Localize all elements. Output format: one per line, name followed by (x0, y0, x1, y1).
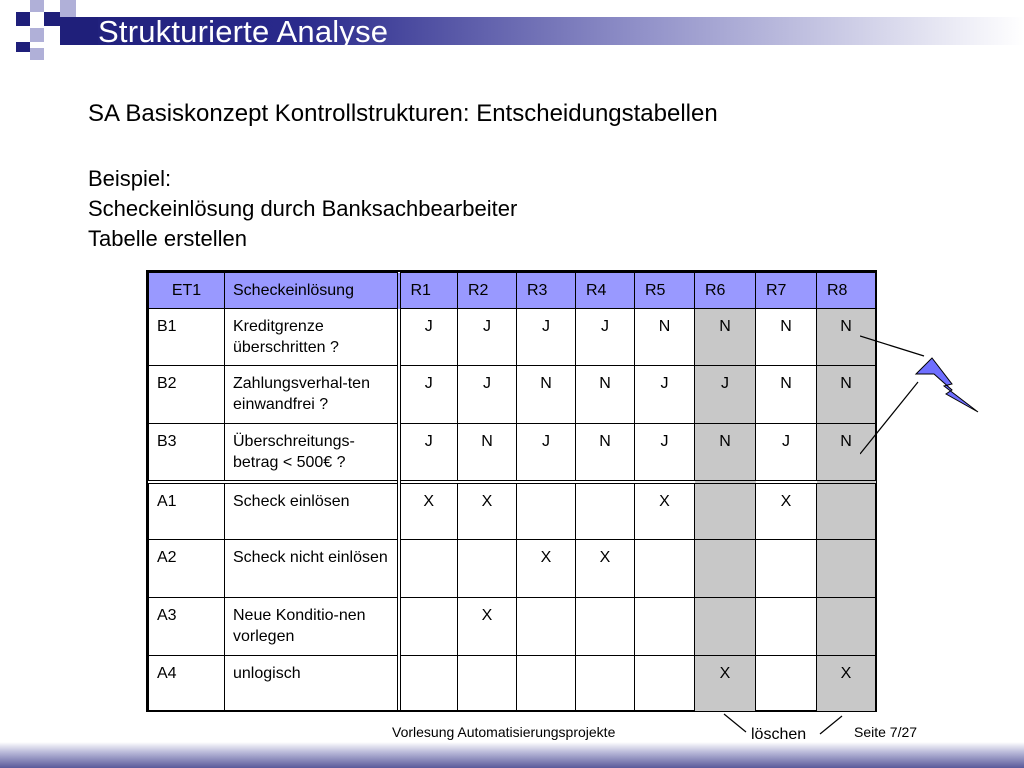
rule-cell (517, 482, 576, 540)
slide-title: Strukturierte Analyse (98, 14, 389, 49)
decor-square (16, 42, 30, 52)
rule-cell: J (517, 424, 576, 482)
header-cell: R4 (576, 273, 635, 309)
rule-cell (458, 656, 517, 712)
rule-cell: N (458, 424, 517, 482)
rule-cell (576, 482, 635, 540)
header-cell: R8 (817, 273, 876, 309)
rule-cell: N (576, 424, 635, 482)
table-header-row (149, 273, 876, 309)
decision-table (146, 270, 877, 712)
row-id: A4 (149, 656, 225, 712)
row-id: B1 (149, 309, 225, 366)
table-row (149, 482, 876, 540)
table-row (149, 598, 876, 656)
row-text: Überschreitungs-betrag < 500€ ? (225, 424, 399, 482)
delete-label: löschen (751, 726, 807, 743)
slide-heading: SA Basiskonzept Kontrollstrukturen: Entscheidungstabellen (88, 100, 718, 127)
footer-page-number: Seite 7/27 (854, 724, 918, 740)
rule-cell: N (576, 366, 635, 424)
rule-cell (458, 540, 517, 598)
rule-cell (756, 540, 817, 598)
rule-cell (635, 656, 695, 712)
table-row (149, 656, 876, 712)
row-text: Scheck einlösen (225, 482, 399, 540)
rule-cell (517, 598, 576, 656)
rule-cell: N (695, 424, 756, 482)
header-cell: R5 (635, 273, 695, 309)
rule-cell: N (517, 366, 576, 424)
rule-cell: N (817, 309, 876, 366)
rule-cell: X (695, 656, 756, 712)
rule-cell (399, 598, 458, 656)
rule-cell: X (635, 482, 695, 540)
rule-cell: J (399, 424, 458, 482)
header-cell: R6 (695, 273, 756, 309)
rule-cell: X (399, 482, 458, 540)
decor-square (60, 0, 76, 17)
rule-cell (756, 598, 817, 656)
rule-cell (399, 656, 458, 712)
rule-cell: X (817, 656, 876, 712)
rule-cell (635, 540, 695, 598)
rule-cell: X (576, 540, 635, 598)
table-row (149, 309, 876, 366)
rule-cell (399, 540, 458, 598)
rule-cell: X (517, 540, 576, 598)
rule-cell (695, 598, 756, 656)
rule-cell: X (458, 598, 517, 656)
rule-cell: N (635, 309, 695, 366)
rule-cell: N (817, 366, 876, 424)
rule-cell (756, 656, 817, 712)
rule-cell: N (817, 424, 876, 482)
row-text: Zahlungsverhal-ten einwandfrei ? (225, 366, 399, 424)
body-line: Tabelle erstellen (88, 226, 247, 251)
table-row (149, 540, 876, 598)
rule-cell (817, 598, 876, 656)
rule-cell: J (399, 309, 458, 366)
decor-square (44, 12, 60, 26)
row-text: Kreditgrenze überschritten ? (225, 309, 399, 366)
footer-band (0, 742, 1024, 768)
rule-cell (576, 656, 635, 712)
rule-cell: J (695, 366, 756, 424)
rule-cell (695, 540, 756, 598)
title-bar (0, 0, 1024, 48)
header-cell: R2 (458, 273, 517, 309)
rule-cell: J (635, 366, 695, 424)
header-cell: R1 (399, 273, 458, 309)
header-cell: ET1 (149, 273, 225, 309)
rule-cell: X (458, 482, 517, 540)
rule-cell: X (756, 482, 817, 540)
table-row (149, 366, 876, 424)
rule-cell: J (399, 366, 458, 424)
header-cell: Scheckeinlösung (225, 273, 399, 309)
rule-cell (817, 482, 876, 540)
rule-cell: J (517, 309, 576, 366)
header-cell: R3 (517, 273, 576, 309)
decor-square (16, 12, 30, 26)
rule-cell (517, 656, 576, 712)
body-line: Scheckeinlösung durch Banksachbearbeiter (88, 196, 518, 221)
body-line: Beispiel: (88, 166, 172, 191)
row-text: Scheck nicht einlösen (225, 540, 399, 598)
rule-cell: J (458, 309, 517, 366)
decor-square (60, 17, 98, 45)
decor-square (30, 48, 44, 60)
rule-cell: J (458, 366, 517, 424)
rule-cell (576, 598, 635, 656)
header-cell: R7 (756, 273, 817, 309)
row-text: Neue Konditio-nen vorlegen (225, 598, 399, 656)
rule-cell: N (695, 309, 756, 366)
lightning-icon (860, 330, 990, 460)
row-id: A2 (149, 540, 225, 598)
row-id: B2 (149, 366, 225, 424)
rule-cell (817, 540, 876, 598)
rule-cell (695, 482, 756, 540)
rule-cell: N (756, 309, 817, 366)
rule-cell: J (576, 309, 635, 366)
row-text: unlogisch (225, 656, 399, 712)
rule-cell: J (756, 424, 817, 482)
row-id: A1 (149, 482, 225, 540)
rule-cell: N (756, 366, 817, 424)
row-id: B3 (149, 424, 225, 482)
rule-cell (635, 598, 695, 656)
decor-square (30, 0, 44, 12)
table-row (149, 424, 876, 482)
decor-square (30, 28, 44, 42)
footer-lecture: Vorlesung Automatisierungsprojekte (392, 724, 616, 740)
row-id: A3 (149, 598, 225, 656)
rule-cell: J (635, 424, 695, 482)
